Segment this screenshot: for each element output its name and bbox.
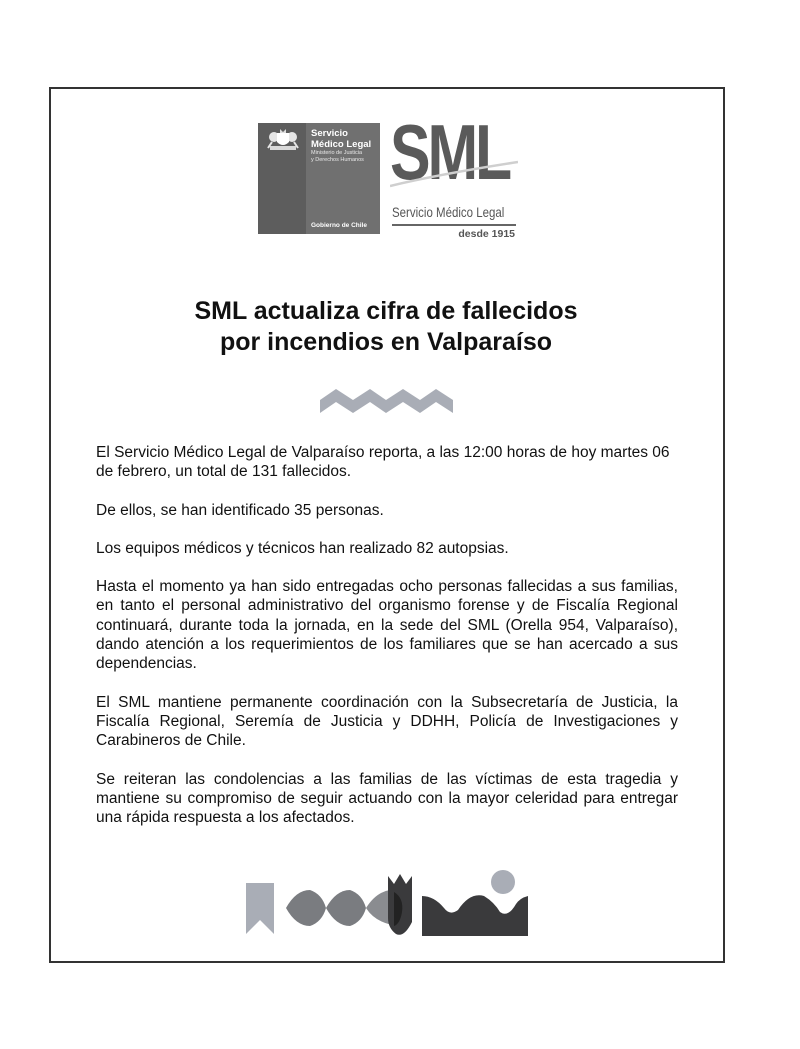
swoosh-icon: [390, 160, 518, 190]
sml-since: desde 1915: [458, 228, 515, 240]
decorative-shapes-icon: [244, 868, 530, 940]
paragraph-deliveries: Hasta el momento ya han sido entregadas ocho personas fallecidas a sus familias, en tanto el personal administrativo del organismo forense y de Fiscalía Regional continuará, durante toda la jornada, en la sede del SML (Orella 954, Valparaíso), dando atención a los requerimientos de los familiares que se han acercado a sus dependencias.: [96, 578, 678, 673]
logo-rule: [392, 224, 516, 226]
sml-full-name: Servicio Médico Legal: [392, 204, 505, 220]
sml-acronym: SML: [390, 108, 510, 196]
paragraph-coordination: El SML mantiene permanente coordinación con la Subsecretaría de Justicia, la Fiscalía Regional, Seremía de Justicia y DDHH, Policía de Investigaciones y Carabineros de Chile.: [96, 693, 678, 750]
logo-line-2: Médico Legal: [311, 139, 372, 150]
logo-service-name: [311, 128, 371, 150]
paragraph-total-deceased: El Servicio Médico Legal de Valparaíso reporta, a las 12:00 horas de hoy martes 06 de febrero, un total de 131 fallecidos.: [96, 444, 670, 481]
sml-logo: [390, 108, 520, 245]
government-logo: [258, 123, 380, 234]
paragraph-autopsies: Los equipos médicos y técnicos han realizado 82 autopsias.: [96, 539, 509, 557]
zigzag-divider-icon: [320, 385, 453, 415]
logo-government-label: Gobierno de Chile: [311, 222, 367, 229]
logo-line-1: Servicio: [311, 128, 348, 139]
logo-ministry: [311, 150, 364, 164]
page-title: [60, 296, 712, 358]
title-line-1: SML actualiza cifra de fallecidos: [194, 297, 578, 325]
chile-coat-of-arms-icon: [266, 127, 300, 155]
ministry-line-2: y Derechos Humanos: [311, 157, 364, 163]
press-release-body: [96, 443, 678, 846]
ministry-line-1: Ministerio de Justicia: [311, 150, 363, 156]
paragraph-identified: De ellos, se han identificado 35 personas.: [96, 501, 384, 519]
paragraph-condolences: Se reiteran las condolencias a las familias de las víctimas de esta tragedia y mantiene su compromiso de seguir actuando con la mayor celeridad para entregar una rápida respuesta a los afectados.: [96, 770, 678, 827]
title-line-2: por incendios en Valparaíso: [219, 328, 553, 356]
